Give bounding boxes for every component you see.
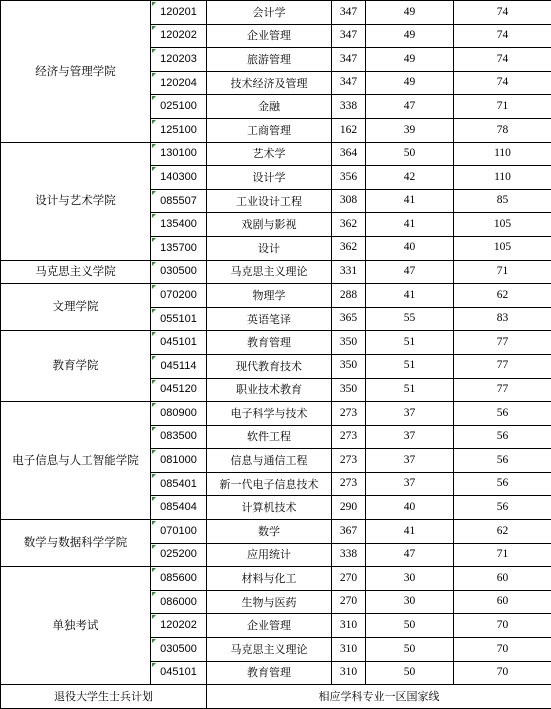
major-name-cell: 物理学: [207, 284, 332, 308]
total-score-cell: 290: [332, 496, 366, 520]
table-row: [1, 260, 551, 284]
major-name-cell: 艺术学: [207, 142, 332, 166]
multi-subject-score-cell: 83: [454, 307, 551, 331]
major-code-cell: 025200: [151, 543, 207, 567]
single-subject-score-cell: 40: [366, 236, 454, 260]
total-score-cell: 331: [332, 260, 366, 284]
total-score-cell: 367: [332, 520, 366, 544]
table-row: [1, 331, 551, 355]
single-subject-score-cell: 51: [366, 354, 454, 378]
college-cell: 经济与管理学院: [1, 1, 151, 143]
multi-subject-score-cell: 62: [454, 520, 551, 544]
major-name-cell: 工业设计工程: [207, 189, 332, 213]
multi-subject-score-cell: 77: [454, 378, 551, 402]
single-subject-score-cell: 30: [366, 567, 454, 591]
total-score-cell: 162: [332, 118, 366, 142]
total-score-cell: 350: [332, 354, 366, 378]
total-score-cell: 270: [332, 567, 366, 591]
multi-subject-score-cell: 74: [454, 24, 551, 48]
table-body: [1, 1, 551, 685]
single-subject-score-cell: 47: [366, 95, 454, 119]
table-row: [1, 402, 551, 426]
major-name-cell: 工商管理: [207, 118, 332, 142]
multi-subject-score-cell: 62: [454, 284, 551, 308]
major-code-cell: 135400: [151, 213, 207, 237]
multi-subject-score-cell: 56: [454, 472, 551, 496]
major-name-cell: 企业管理: [207, 24, 332, 48]
total-score-cell: 273: [332, 472, 366, 496]
major-code-cell: 055101: [151, 307, 207, 331]
multi-subject-score-cell: 56: [454, 496, 551, 520]
major-name-cell: 会计学: [207, 1, 332, 25]
total-score-cell: 310: [332, 614, 366, 638]
college-cell: 教育学院: [1, 331, 151, 402]
major-code-cell: 030500: [151, 638, 207, 662]
table-row: [1, 284, 551, 308]
major-name-cell: 戏剧与影视: [207, 213, 332, 237]
multi-subject-score-cell: 70: [454, 661, 551, 685]
single-subject-score-cell: 49: [366, 1, 454, 25]
footer-label: 退役大学生士兵计划: [1, 685, 207, 709]
total-score-cell: 350: [332, 331, 366, 355]
total-score-cell: 338: [332, 95, 366, 119]
major-code-cell: 120203: [151, 48, 207, 72]
college-cell: 电子信息与人工智能学院: [1, 402, 151, 520]
college-cell: 数学与数据科学学院: [1, 520, 151, 567]
major-code-cell: 120202: [151, 614, 207, 638]
major-code-cell: 045120: [151, 378, 207, 402]
major-code-cell: 045101: [151, 331, 207, 355]
multi-subject-score-cell: 110: [454, 142, 551, 166]
total-score-cell: 365: [332, 307, 366, 331]
multi-subject-score-cell: 85: [454, 189, 551, 213]
major-code-cell: 120202: [151, 24, 207, 48]
multi-subject-score-cell: 60: [454, 567, 551, 591]
major-name-cell: 企业管理: [207, 614, 332, 638]
single-subject-score-cell: 37: [366, 449, 454, 473]
multi-subject-score-cell: 105: [454, 236, 551, 260]
total-score-cell: 310: [332, 661, 366, 685]
major-name-cell: 数学: [207, 520, 332, 544]
major-name-cell: 旅游管理: [207, 48, 332, 72]
major-name-cell: 新一代电子信息技术: [207, 472, 332, 496]
major-name-cell: 软件工程: [207, 425, 332, 449]
multi-subject-score-cell: 56: [454, 449, 551, 473]
multi-subject-score-cell: 77: [454, 354, 551, 378]
table-row: [1, 567, 551, 591]
total-score-cell: 347: [332, 71, 366, 95]
single-subject-score-cell: 37: [366, 402, 454, 426]
major-code-cell: 140300: [151, 166, 207, 190]
single-subject-score-cell: 49: [366, 48, 454, 72]
major-name-cell: 计算机技术: [207, 496, 332, 520]
multi-subject-score-cell: 78: [454, 118, 551, 142]
major-name-cell: 职业技术教育: [207, 378, 332, 402]
major-code-cell: 086000: [151, 590, 207, 614]
major-name-cell: 应用统计: [207, 543, 332, 567]
college-cell: 文理学院: [1, 284, 151, 331]
multi-subject-score-cell: 70: [454, 638, 551, 662]
single-subject-score-cell: 50: [366, 661, 454, 685]
total-score-cell: 310: [332, 638, 366, 662]
footer-row: [1, 685, 551, 709]
major-code-cell: 080900: [151, 402, 207, 426]
single-subject-score-cell: 30: [366, 590, 454, 614]
major-code-cell: 025100: [151, 95, 207, 119]
single-subject-score-cell: 50: [366, 142, 454, 166]
single-subject-score-cell: 55: [366, 307, 454, 331]
major-name-cell: 技术经济及管理: [207, 71, 332, 95]
single-subject-score-cell: 40: [366, 496, 454, 520]
college-cell: 单独考试: [1, 567, 151, 685]
total-score-cell: 273: [332, 425, 366, 449]
multi-subject-score-cell: 74: [454, 71, 551, 95]
major-code-cell: 081000: [151, 449, 207, 473]
total-score-cell: 362: [332, 236, 366, 260]
total-score-cell: 356: [332, 166, 366, 190]
multi-subject-score-cell: 74: [454, 1, 551, 25]
major-name-cell: 电子科学与技术: [207, 402, 332, 426]
college-cell: 马克思主义学院: [1, 260, 151, 284]
single-subject-score-cell: 51: [366, 378, 454, 402]
single-subject-score-cell: 39: [366, 118, 454, 142]
major-code-cell: 030500: [151, 260, 207, 284]
single-subject-score-cell: 50: [366, 638, 454, 662]
major-name-cell: 设计: [207, 236, 332, 260]
multi-subject-score-cell: 71: [454, 260, 551, 284]
major-code-cell: 135700: [151, 236, 207, 260]
multi-subject-score-cell: 56: [454, 402, 551, 426]
single-subject-score-cell: 41: [366, 213, 454, 237]
table-row: [1, 142, 551, 166]
total-score-cell: 270: [332, 590, 366, 614]
major-name-cell: 马克思主义理论: [207, 638, 332, 662]
single-subject-score-cell: 50: [366, 614, 454, 638]
multi-subject-score-cell: 110: [454, 166, 551, 190]
major-code-cell: 070100: [151, 520, 207, 544]
major-code-cell: 045101: [151, 661, 207, 685]
total-score-cell: 362: [332, 213, 366, 237]
major-name-cell: 信息与通信工程: [207, 449, 332, 473]
multi-subject-score-cell: 70: [454, 614, 551, 638]
single-subject-score-cell: 37: [366, 425, 454, 449]
footer-note: 相应学科专业一区国家线: [207, 685, 551, 709]
total-score-cell: 273: [332, 449, 366, 473]
major-code-cell: 085600: [151, 567, 207, 591]
major-code-cell: 125100: [151, 118, 207, 142]
major-code-cell: 120204: [151, 71, 207, 95]
total-score-cell: 347: [332, 48, 366, 72]
major-name-cell: 材料与化工: [207, 567, 332, 591]
table-row: [1, 520, 551, 544]
major-name-cell: 教育管理: [207, 331, 332, 355]
major-name-cell: 英语笔译: [207, 307, 332, 331]
major-name-cell: 金融: [207, 95, 332, 119]
single-subject-score-cell: 47: [366, 260, 454, 284]
multi-subject-score-cell: 60: [454, 590, 551, 614]
major-code-cell: 083500: [151, 425, 207, 449]
major-code-cell: 070200: [151, 284, 207, 308]
multi-subject-score-cell: 105: [454, 213, 551, 237]
total-score-cell: 347: [332, 24, 366, 48]
single-subject-score-cell: 42: [366, 166, 454, 190]
single-subject-score-cell: 47: [366, 543, 454, 567]
multi-subject-score-cell: 71: [454, 543, 551, 567]
multi-subject-score-cell: 74: [454, 48, 551, 72]
single-subject-score-cell: 41: [366, 284, 454, 308]
total-score-cell: 273: [332, 402, 366, 426]
major-name-cell: 现代教育技术: [207, 354, 332, 378]
total-score-cell: 347: [332, 1, 366, 25]
single-subject-score-cell: 49: [366, 24, 454, 48]
college-cell: 设计与艺术学院: [1, 142, 151, 260]
single-subject-score-cell: 41: [366, 520, 454, 544]
major-name-cell: 教育管理: [207, 661, 332, 685]
single-subject-score-cell: 51: [366, 331, 454, 355]
single-subject-score-cell: 49: [366, 71, 454, 95]
major-name-cell: 马克思主义理论: [207, 260, 332, 284]
major-name-cell: 设计学: [207, 166, 332, 190]
total-score-cell: 338: [332, 543, 366, 567]
major-code-cell: 085404: [151, 496, 207, 520]
major-code-cell: 120201: [151, 1, 207, 25]
total-score-cell: 288: [332, 284, 366, 308]
multi-subject-score-cell: 71: [454, 95, 551, 119]
single-subject-score-cell: 37: [366, 472, 454, 496]
single-subject-score-cell: 41: [366, 189, 454, 213]
total-score-cell: 308: [332, 189, 366, 213]
major-name-cell: 生物与医药: [207, 590, 332, 614]
multi-subject-score-cell: 77: [454, 331, 551, 355]
total-score-cell: 364: [332, 142, 366, 166]
major-code-cell: 130100: [151, 142, 207, 166]
major-code-cell: 085507: [151, 189, 207, 213]
table-row: [1, 1, 551, 25]
total-score-cell: 350: [332, 378, 366, 402]
multi-subject-score-cell: 56: [454, 425, 551, 449]
major-code-cell: 045114: [151, 354, 207, 378]
major-code-cell: 085401: [151, 472, 207, 496]
